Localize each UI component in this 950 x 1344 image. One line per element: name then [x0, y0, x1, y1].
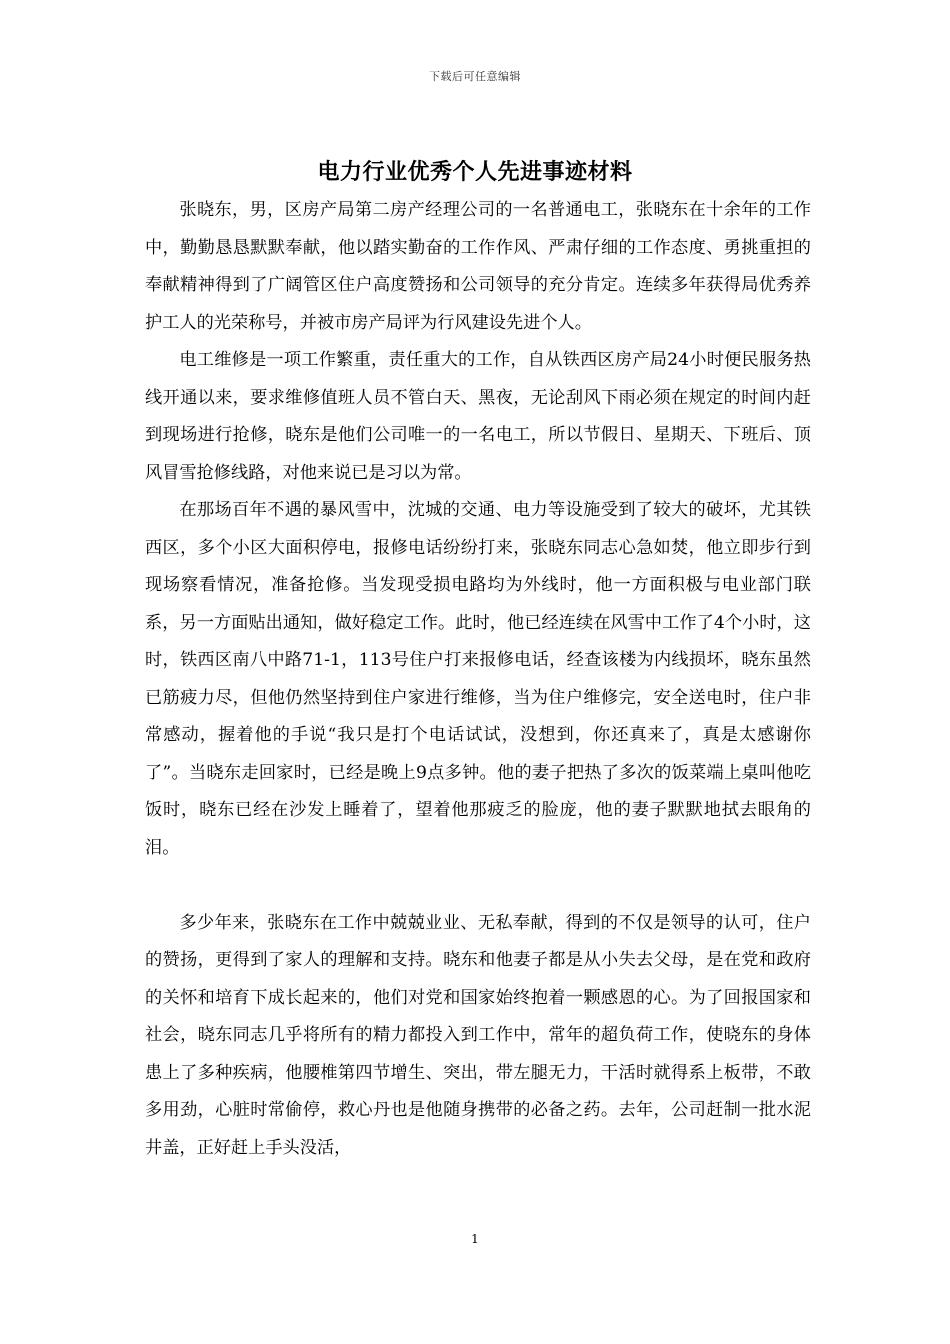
document-body: [145, 192, 811, 1167]
body-paragraph: 多少年来，张晓东在工作中兢兢业业、无私奉献，得到的不仅是领导的认可，住户的赞扬，更得到了家人的理解和支持。晓东和他妻子都是从小失去父母，是在党和政府的关怀和培育下成长起来的，他们对党和国家始终抱着一颗感恩的心。为了回报国家和社会，晓东同志几乎将所有的精力都投入到工作中，常年的超负荷工作，使晓东的身体患上了多种疾病，他腰椎第四节增生、突出，带左腿无力，干活时就得系上板带，不敢多用劲，心脏时常偷停，救心丹也是他随身携带的必备之药。去年，公司赶制一批水泥井盖，正好赶上手头没活，: [145, 912, 811, 1158]
page-number: 1: [471, 1232, 479, 1246]
body-paragraph: 在那场百年不遇的暴风雪中，沈城的交通、电力等设施受到了较大的破坏，尤其铁西区，多个小区大面积停电，报修电话纷纷打来，张晓东同志心急如焚，他立即步行到现场察看情况，准备抢修。当发现受损电路均为外线时，他一方面积极与电业部门联系，另一方面贴出通知，做好稳定工作。此时，他已经连续在风雪中工作了4个小时，这时，铁西区南八中路71-1，113号住户打来报修电话，经查该楼为内线损坏，晓东虽然已筋疲力尽，但他仍然坚持到住户家进行维修，当为住户维修完，安全送电时，住户非常感动，握着他的手说“我只是打个电话试试，没想到，你还真来了，真是太感谢你了”。当晓东走回家时，已经是晚上9点多钟。他的妻子把热了多次的饭菜端上桌叫他吃饭时，晓东已经在沙发上睡着了，望着他那疲乏的脸庞，他的妻子默默地拭去眼角的泪。: [145, 500, 811, 858]
body-paragraph: 电工维修是一项工作繁重，责任重大的工作，自从铁西区房产局24小时便民服务热线开通以来，要求维修值班人员不管白天、黑夜，无论刮风下雨必须在规定的时间内赶到现场进行抢修，晓东是他们公司唯一的一名电工，所以节假日、星期天、下班后、顶风冒雪抢修线路，对他来说已是习以为常。: [145, 350, 811, 483]
page-header: 下载后可任意编辑: [429, 70, 521, 83]
body-paragraph: 张晓东，男，区房产局第二房产经理公司的一名普通电工，张晓东在十余年的工作中，勤勤恳恳默默奉献，他以踏实勤奋的工作作风、严肃仔细的工作态度、勇挑重担的奉献精神得到了广阔管区住户高度赞扬和公司领导的充分肯定。连续多年获得局优秀养护工人的光荣称号，并被市房产局评为行风建设先进个人。: [145, 200, 811, 333]
document-title: 电力行业优秀个人先进事迹材料: [317, 159, 633, 185]
